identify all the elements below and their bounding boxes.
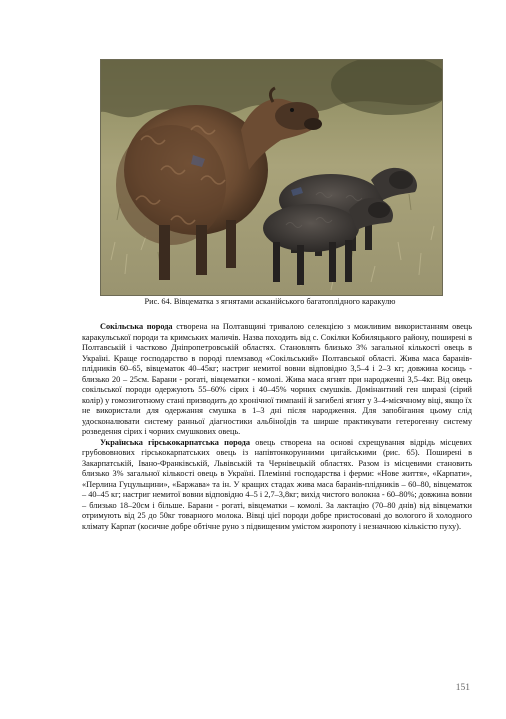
- paragraph-body-sokilska: створена на Полтавщині тривалою селекцією з можливим використанням овець каракульської породи та кримських маличів. Назва походить від с. Сокілки Кобиляцького району, поширені в Полтавській і частково Дніпропетровській областях. Становлять близько 3% загальної кількості овець в Україні. Краще господарство в породі племзавод «Сокільський» Полтавської області. Жива маса баранів-плідників 60–65, вівцематок 40–45кг; настриг немитої вовни відповідно 3,5–4 і 2–3 кг; довжина косиць - близько 20 – 25см. Барани - рогаті, вівцематки - комолі. Жива маса ягнят при народженні 3,5–4кг. Від овець сокільської породи одержують 55–60% сірих і 40–45% чорних смушків. Домінантний ген ширазі (сірий колір) у гомозиготному стані призводить до хронічної тимпанії й загибелі ягнят у 3–4-місячному віці, якщо їх не використали для одержання смушка в 1–3 дні після народження. Для запобігання цьому слід удосконалювати систему ранньої діагностики альбіноїдів та ширше практикувати гетерогенну систему розведення сірих і чорних смушкових овець.: [82, 322, 472, 436]
- paragraph-body-carpathian: овець створена на основі схрещування відрідь місцевих грубововнових гірськокарпатських овець із напівтонкорунними цигайськими (рис. 65). Поширені в Закарпатській, Івано-Франківській, Львівській та Чернівецькій областях. Разом із місцевими становить близько 3% загальної кількості овець в Україні. Племінні господарства і ферми: «Нове життя», «Карпати», «Перлина Гуцульщини», «Баржава» та ін. У кращих стадах жива маса баранів-плідників – 60–80, вівцематок – 40–45 кг; настриг немитої вовни відповідно 4–5 і 2,7–3,8кг; вихід чистого волокна - 60–80%; довжина вовни – близько 18–20см і більше. Барани - рогаті, вівцематки – комолі. За лактацію (70–80 днів) від вівцематки отримують від 25 до 50кг товарного молока. Вівці цієї породи добре пристосовані до вологого й холодного клімату Карпат (косичне добре обтічне руно з підвищеним умістом жиропоту і незначною кількістю пуху).: [82, 437, 472, 531]
- breed-title-sokilska: Сокільська порода: [100, 322, 173, 331]
- sheep-photo: [100, 59, 443, 296]
- body-text: [82, 322, 472, 532]
- paragraph-carpathian: [82, 438, 472, 533]
- breed-title-carpathian: Українська гірськокарпатська порода: [100, 437, 250, 447]
- paragraph-sokilska: [82, 322, 472, 438]
- page-number: 151: [455, 683, 470, 693]
- figure-caption: Рис. 64. Вівцематка з ягнятами асканійського багатоплідного каракулю: [144, 297, 396, 306]
